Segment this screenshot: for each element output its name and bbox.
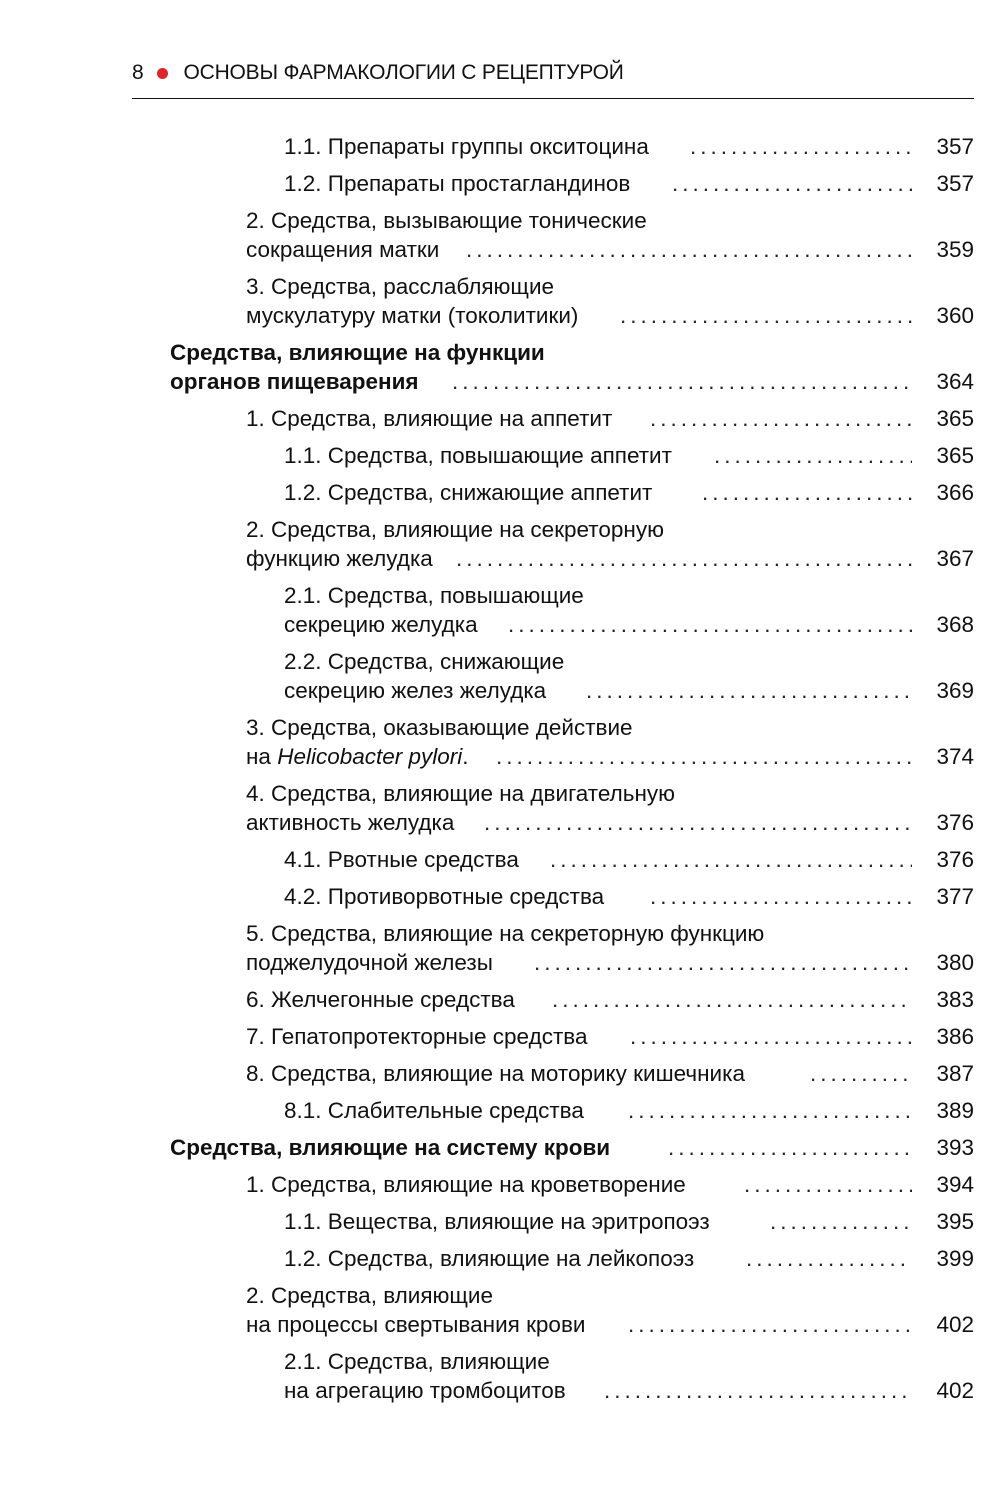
toc-page-number: 393 bbox=[936, 1135, 974, 1160]
dot-leader bbox=[746, 1244, 912, 1273]
toc-entry-title-cont: на процессы свертывания крови bbox=[246, 1312, 586, 1337]
toc-entry bbox=[0, 711, 1000, 777]
toc-page-number: 367 bbox=[936, 546, 974, 571]
table-of-contents bbox=[0, 130, 1000, 1411]
toc-entry-title-cont: сокращения матки bbox=[246, 237, 440, 262]
dot-leader bbox=[650, 404, 912, 433]
dot-leader bbox=[628, 1096, 912, 1125]
toc-entry-title: 1.1. Средства, повышающие аппетит bbox=[284, 443, 672, 468]
toc-page-number: 376 bbox=[936, 810, 974, 835]
toc-section-heading bbox=[0, 336, 1000, 402]
toc-entry-title: 4.2. Противорвотные средства bbox=[284, 884, 605, 909]
dot-leader bbox=[770, 1207, 912, 1236]
toc-entry-title-cont: на агрегацию тромбоцитов bbox=[284, 1378, 566, 1403]
toc-entry bbox=[0, 270, 1000, 336]
dot-leader bbox=[586, 676, 912, 705]
toc-entry bbox=[0, 476, 1000, 513]
toc-entry-title: 3. Средства, оказывающие действие bbox=[246, 715, 633, 740]
dot-leader bbox=[496, 742, 912, 771]
toc-page-number: 402 bbox=[936, 1312, 974, 1337]
toc-section-title: Средства, влияющие на функции bbox=[170, 340, 545, 365]
toc-entry-title: 1. Средства, влияющие на аппетит bbox=[246, 406, 613, 431]
toc-entry bbox=[0, 880, 1000, 917]
dot-leader bbox=[672, 169, 912, 198]
toc-section-title-cont: органов пищеварения bbox=[170, 369, 419, 394]
toc-entry-title-cont: функцию желудка bbox=[246, 546, 433, 571]
toc-page-number: 386 bbox=[936, 1024, 974, 1049]
toc-entry bbox=[0, 204, 1000, 270]
dot-leader bbox=[508, 610, 912, 639]
dot-leader bbox=[534, 948, 912, 977]
toc-entry bbox=[0, 1168, 1000, 1205]
toc-entry-title: 3. Средства, расслабляющие bbox=[246, 274, 555, 299]
toc-entry-title-cont: активность желудка bbox=[246, 810, 455, 835]
toc-entry bbox=[0, 777, 1000, 843]
toc-page-number: 376 bbox=[936, 847, 974, 872]
toc-entry bbox=[0, 1205, 1000, 1242]
dot-leader bbox=[452, 367, 912, 396]
toc-entry-title-cont: мускулатуру матки (токолитики) bbox=[246, 303, 579, 328]
toc-page-number: 377 bbox=[936, 884, 974, 909]
toc-entry-title-cont: секрецию желез желудка bbox=[284, 678, 547, 703]
toc-entry-title: 2. Средства, влияющие на секреторную bbox=[246, 517, 664, 542]
dot-leader bbox=[810, 1059, 912, 1088]
toc-page-number: 374 bbox=[936, 744, 974, 769]
dot-leader bbox=[650, 882, 912, 911]
dot-leader bbox=[456, 544, 912, 573]
toc-entry bbox=[0, 402, 1000, 439]
toc-section-title: Средства, влияющие на систему крови bbox=[170, 1135, 611, 1160]
dot-leader bbox=[484, 808, 912, 837]
toc-entry bbox=[0, 1279, 1000, 1345]
page-number: 8 bbox=[132, 61, 144, 84]
toc-entry-title: 5. Средства, влияющие на секреторную функцию bbox=[246, 921, 765, 946]
dot-leader bbox=[702, 478, 912, 507]
toc-page-number: 395 bbox=[936, 1209, 974, 1234]
toc-entry bbox=[0, 917, 1000, 983]
toc-entry-title: 6. Желчегонные средства bbox=[246, 987, 515, 1012]
toc-entry-title: 4. Средства, влияющие на двигательную bbox=[246, 781, 676, 806]
toc-page-number: 387 bbox=[936, 1061, 974, 1086]
dot-leader bbox=[466, 235, 912, 264]
toc-entry bbox=[0, 167, 1000, 204]
toc-entry-title: 7. Гепатопротекторные средства bbox=[246, 1024, 588, 1049]
dot-leader bbox=[552, 985, 912, 1014]
toc-entry-title: 1.2. Средства, влияющие на лейкопоэз bbox=[284, 1246, 695, 1271]
toc-entry-title: 2.1. Средства, повышающие bbox=[284, 583, 584, 608]
toc-entry bbox=[0, 130, 1000, 167]
toc-entry-title-cont: поджелудочной железы bbox=[246, 950, 493, 975]
toc-page-number: 394 bbox=[936, 1172, 974, 1197]
species-name: Helicobacter pylori bbox=[277, 744, 463, 769]
toc-page-number: 389 bbox=[936, 1098, 974, 1123]
toc-entry bbox=[0, 1345, 1000, 1411]
toc-entry bbox=[0, 645, 1000, 711]
running-header bbox=[132, 58, 974, 99]
dot-leader bbox=[744, 1170, 912, 1199]
toc-section-heading bbox=[0, 1131, 1000, 1168]
toc-page-number: 359 bbox=[936, 237, 974, 262]
toc-entry-title: 2. Средства, влияющие bbox=[246, 1283, 493, 1308]
book-title: ОСНОВЫ ФАРМАКОЛОГИИ С РЕЦЕПТУРОЙ bbox=[183, 61, 624, 84]
toc-entry-title: 1.1. Вещества, влияющие на эритропоэз bbox=[284, 1209, 710, 1234]
toc-page-number: 357 bbox=[936, 171, 974, 196]
toc-page-number: 365 bbox=[936, 443, 974, 468]
toc-page-number: 364 bbox=[936, 369, 974, 394]
toc-entry-title: 1. Средства, влияющие на кроветворение bbox=[246, 1172, 686, 1197]
toc-page-number: 360 bbox=[936, 303, 974, 328]
toc-page-number: 399 bbox=[936, 1246, 974, 1271]
toc-entry-title: 2. Средства, вызывающие тонические bbox=[246, 208, 647, 233]
toc-entry bbox=[0, 1094, 1000, 1131]
toc-entry-title: 8. Средства, влияющие на моторику кишечника bbox=[246, 1061, 745, 1086]
toc-entry-title: 2.2. Средства, снижающие bbox=[284, 649, 565, 674]
toc-entry bbox=[0, 843, 1000, 880]
dot-leader bbox=[668, 1133, 912, 1162]
dot-leader bbox=[714, 441, 912, 470]
red-bullet-icon bbox=[157, 68, 168, 79]
dot-leader bbox=[630, 1022, 912, 1051]
dot-leader bbox=[550, 845, 912, 874]
dot-leader bbox=[604, 1376, 912, 1405]
toc-entry bbox=[0, 513, 1000, 579]
toc-entry-title: 1.1. Препараты группы окситоцина bbox=[284, 134, 649, 159]
toc-entry-title: 8.1. Слабительные средства bbox=[284, 1098, 584, 1123]
toc-page-number: 402 bbox=[936, 1378, 974, 1403]
toc-entry-title: 2.1. Средства, влияющие bbox=[284, 1349, 550, 1374]
toc-entry-title: 1.2. Препараты простагландинов bbox=[284, 171, 631, 196]
toc-entry bbox=[0, 1020, 1000, 1057]
toc-entry bbox=[0, 983, 1000, 1020]
toc-entry bbox=[0, 579, 1000, 645]
dot-leader bbox=[628, 1310, 912, 1339]
toc-page-number: 380 bbox=[936, 950, 974, 975]
toc-page-number: 368 bbox=[936, 612, 974, 637]
dot-leader bbox=[690, 132, 912, 161]
toc-entry-title: 4.1. Рвотные средства bbox=[284, 847, 519, 872]
toc-entry-title: 1.2. Средства, снижающие аппетит bbox=[284, 480, 653, 505]
toc-entry-title-cont: секрецию желудка bbox=[284, 612, 478, 637]
toc-page-number: 369 bbox=[936, 678, 974, 703]
toc-entry-title-cont: на Helicobacter pylori. bbox=[246, 744, 469, 769]
toc-entry bbox=[0, 439, 1000, 476]
toc-page-number: 365 bbox=[936, 406, 974, 431]
toc-entry bbox=[0, 1057, 1000, 1094]
toc-page-number: 366 bbox=[936, 480, 974, 505]
toc-page-number: 357 bbox=[936, 134, 974, 159]
toc-entry bbox=[0, 1242, 1000, 1279]
dot-leader bbox=[620, 301, 912, 330]
toc-page-number: 383 bbox=[936, 987, 974, 1012]
